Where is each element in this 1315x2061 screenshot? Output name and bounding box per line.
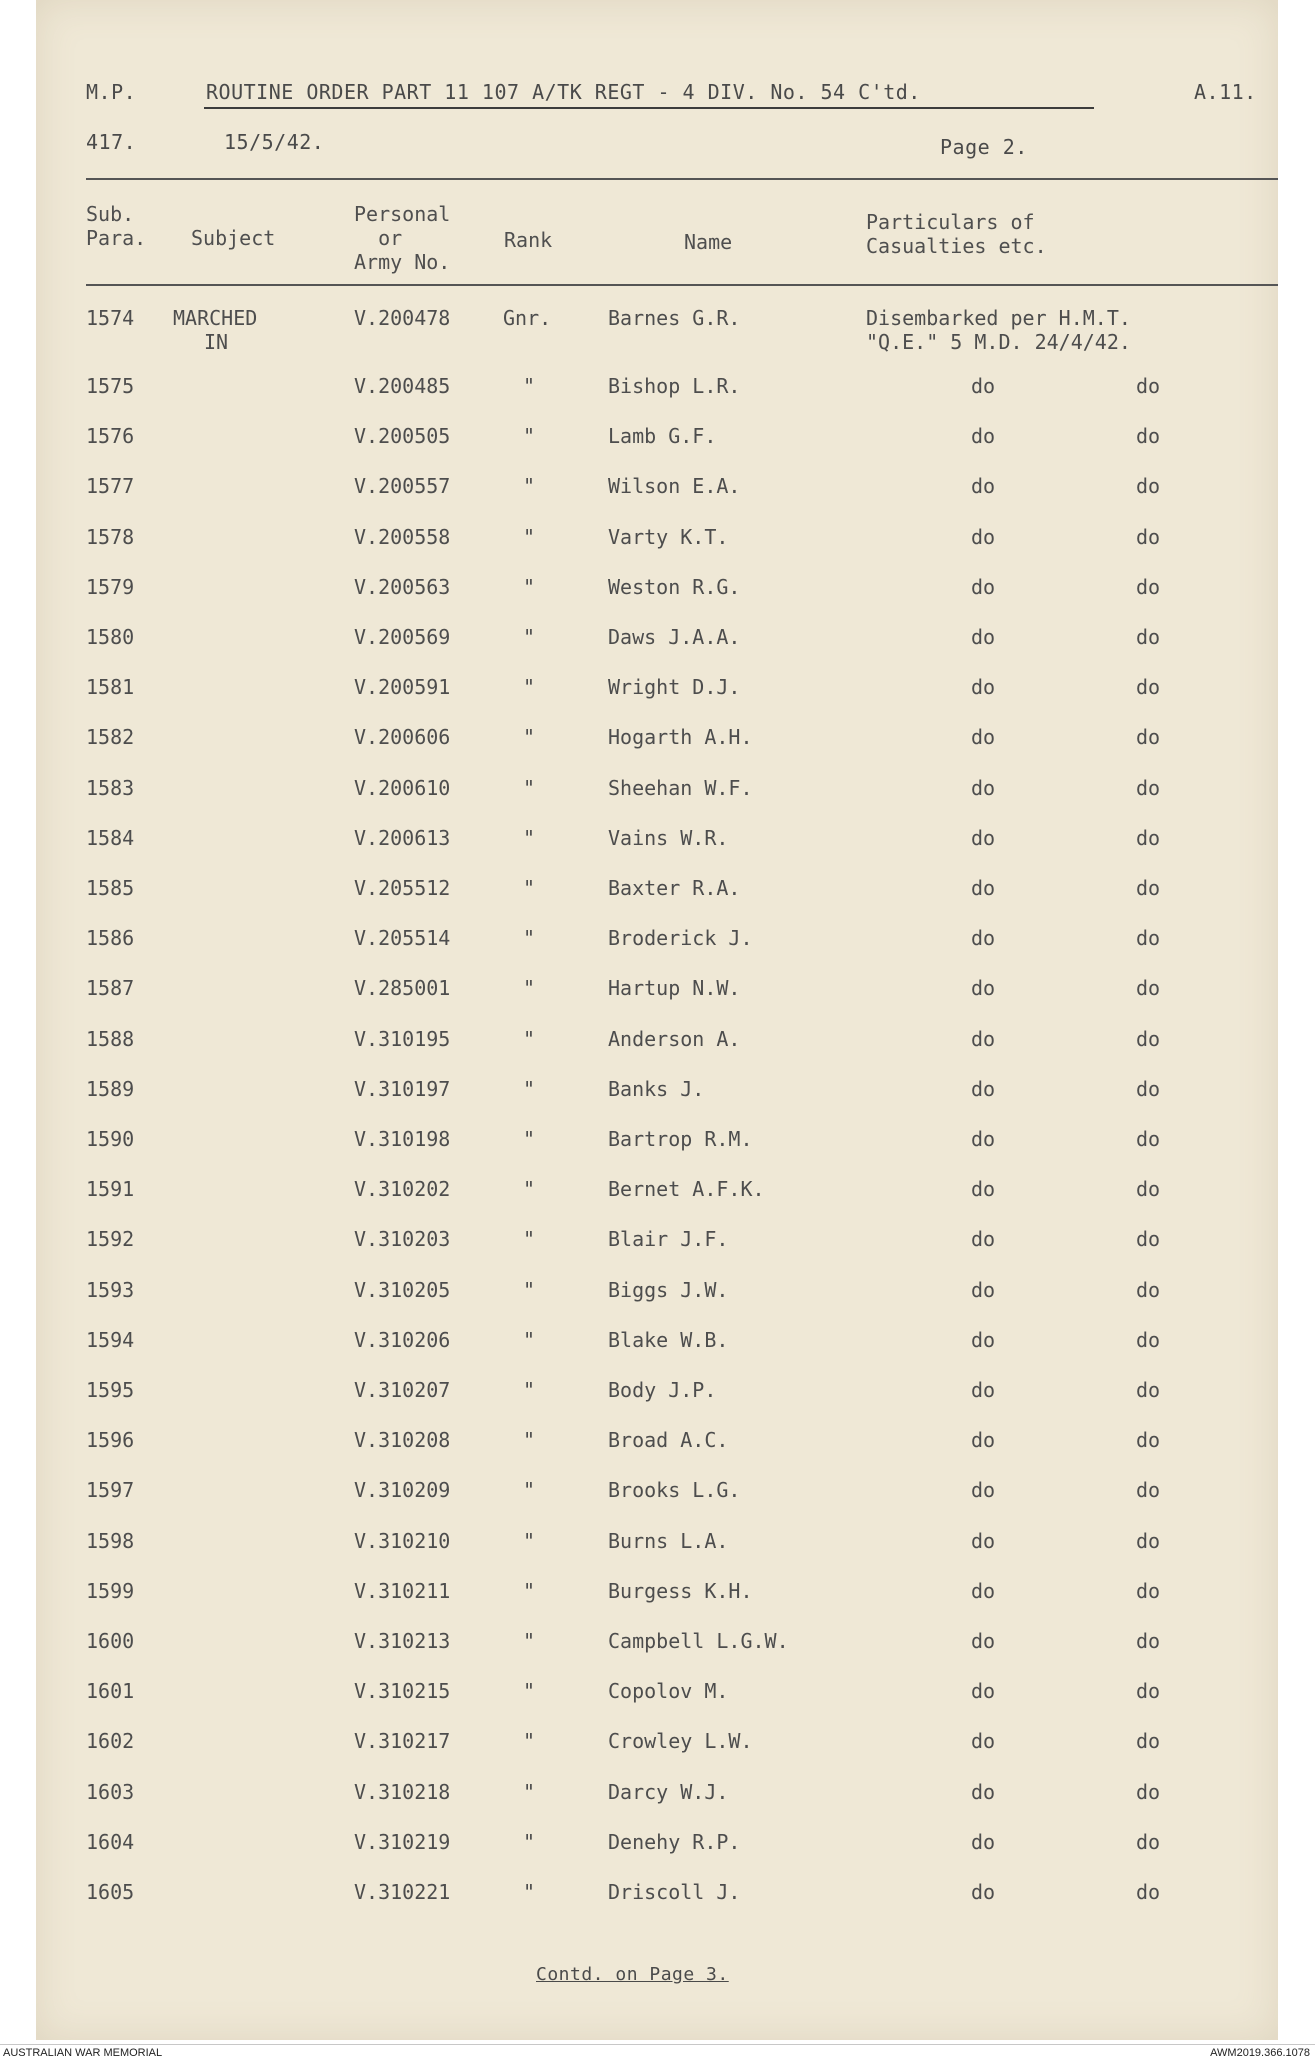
ditto-particulars: do [971, 1780, 996, 1804]
rank: " [523, 976, 536, 1000]
soldier-name: Campbell L.G.W. [608, 1629, 789, 1653]
para-number: 1595 [86, 1378, 135, 1402]
para-number: 1588 [86, 1027, 135, 1051]
army-number: V.205514 [354, 926, 451, 950]
soldier-name: Burgess K.H. [608, 1579, 753, 1603]
ditto-date: do [1136, 826, 1161, 850]
army-number: V.310209 [354, 1478, 451, 1502]
ditto-date: do [1136, 675, 1161, 699]
ditto-particulars: do [971, 525, 996, 549]
rank: " [523, 1679, 536, 1703]
credit-left: AUSTRALIAN WAR MEMORIAL [3, 2047, 163, 2059]
table-row [36, 1629, 1278, 1679]
para-number: 1586 [86, 926, 135, 950]
ditto-date: do [1136, 926, 1161, 950]
rank: " [523, 1378, 536, 1402]
table-row [36, 1729, 1278, 1779]
rank: " [523, 1729, 536, 1753]
soldier-name: Broderick J. [608, 926, 753, 950]
table-row [36, 826, 1278, 876]
ditto-date: do [1136, 1278, 1161, 1302]
para-number: 1590 [86, 1127, 135, 1151]
soldier-name: Blair J.F. [608, 1227, 729, 1251]
ditto-particulars: do [971, 1378, 996, 1402]
rank: " [523, 575, 536, 599]
table-row [36, 976, 1278, 1026]
rank: " [523, 525, 536, 549]
army-number: V.200591 [354, 675, 451, 699]
army-number: V.200613 [354, 826, 451, 850]
ditto-date: do [1136, 1579, 1161, 1603]
para-number: 1605 [86, 1880, 135, 1904]
ditto-date: do [1136, 474, 1161, 498]
col-particulars: Particulars of Casualties etc. [866, 210, 1047, 258]
para-number: 1587 [86, 976, 135, 1000]
table-row [36, 306, 1278, 356]
rank: " [523, 374, 536, 398]
ditto-particulars: do [971, 1127, 996, 1151]
rank: " [523, 424, 536, 448]
ditto-date: do [1136, 1027, 1161, 1051]
soldier-name: Barnes G.R. [608, 306, 741, 330]
para-number: 1585 [86, 876, 135, 900]
title-underline [204, 107, 1094, 109]
table-row [36, 625, 1278, 675]
soldier-name: Bartrop R.M. [608, 1127, 753, 1151]
rank: " [523, 1529, 536, 1553]
para-number: 1596 [86, 1428, 135, 1452]
rank: " [523, 1027, 536, 1051]
soldier-name: Denehy R.P. [608, 1830, 741, 1854]
soldier-name: Vains W.R. [608, 826, 729, 850]
army-number: V.310218 [354, 1780, 451, 1804]
soldier-name: Anderson A. [608, 1027, 741, 1051]
para-number: 1576 [86, 424, 135, 448]
para-number: 1597 [86, 1478, 135, 1502]
document-page [36, 0, 1278, 2040]
soldier-name: Burns L.A. [608, 1529, 729, 1553]
ditto-date: do [1136, 1880, 1161, 1904]
table-row [36, 1478, 1278, 1528]
credit-right: AWM2019.366.1078 [1210, 2047, 1310, 2059]
subject-text: MARCHED [173, 306, 258, 330]
rank: " [523, 675, 536, 699]
soldier-name: Hartup N.W. [608, 976, 741, 1000]
para-number: 1601 [86, 1679, 135, 1703]
para-number: 1583 [86, 776, 135, 800]
order-code: A.11. [1194, 80, 1257, 104]
army-number: V.310197 [354, 1077, 451, 1101]
continued-note: Contd. on Page 3. [536, 1964, 729, 1985]
ditto-particulars: do [971, 826, 996, 850]
ditto-date: do [1136, 1428, 1161, 1452]
soldier-name: Wright D.J. [608, 675, 741, 699]
soldier-name: Daws J.A.A. [608, 625, 741, 649]
column-rule [86, 284, 1278, 286]
ditto-particulars: do [971, 1278, 996, 1302]
mp-number: 417. [86, 130, 137, 154]
soldier-name: Baxter R.A. [608, 876, 741, 900]
rank: " [523, 474, 536, 498]
army-number: V.200557 [354, 474, 451, 498]
para-number: 1575 [86, 374, 135, 398]
army-number: V.200558 [354, 525, 451, 549]
soldier-name: Bernet A.F.K. [608, 1177, 765, 1201]
rank: " [523, 1478, 536, 1502]
soldier-name: Driscoll J. [608, 1880, 741, 1904]
soldier-name: Weston R.G. [608, 575, 741, 599]
table-row [36, 776, 1278, 826]
para-number: 1591 [86, 1177, 135, 1201]
rank: " [523, 1227, 536, 1251]
soldier-name: Bishop L.R. [608, 374, 741, 398]
army-number: V.200610 [354, 776, 451, 800]
army-number: V.200478 [354, 306, 451, 330]
rank: " [523, 1077, 536, 1101]
table-row [36, 1278, 1278, 1328]
rank: " [523, 776, 536, 800]
table-row [36, 1328, 1278, 1378]
table-row [36, 525, 1278, 575]
table-row [36, 1880, 1278, 1930]
army-number: V.200563 [354, 575, 451, 599]
particulars-text: Disembarked per H.M.T. [866, 306, 1131, 330]
table-row [36, 1428, 1278, 1478]
soldier-name: Broad A.C. [608, 1428, 729, 1452]
ditto-particulars: do [971, 1579, 996, 1603]
para-number: 1600 [86, 1629, 135, 1653]
army-number: V.200505 [354, 424, 451, 448]
soldier-name: Brooks L.G. [608, 1478, 741, 1502]
rank: " [523, 876, 536, 900]
table-row [36, 1579, 1278, 1629]
para-number: 1581 [86, 675, 135, 699]
army-number: V.310221 [354, 1880, 451, 1904]
rank: " [523, 1177, 536, 1201]
army-number: V.310205 [354, 1278, 451, 1302]
col-rank: Rank [504, 228, 553, 252]
ditto-date: do [1136, 1729, 1161, 1753]
ditto-particulars: do [971, 1880, 996, 1904]
ditto-date: do [1136, 1780, 1161, 1804]
para-number: 1577 [86, 474, 135, 498]
table-row [36, 474, 1278, 524]
soldier-name: Copolov M. [608, 1679, 729, 1703]
para-number: 1593 [86, 1278, 135, 1302]
ditto-particulars: do [971, 374, 996, 398]
table-row [36, 876, 1278, 926]
ditto-particulars: do [971, 625, 996, 649]
ditto-date: do [1136, 625, 1161, 649]
table-row [36, 424, 1278, 474]
soldier-name: Biggs J.W. [608, 1278, 729, 1302]
order-title: ROUTINE ORDER PART 11 107 A/TK REGT - 4 DIV. No. 54 C'td. [206, 80, 921, 104]
ditto-particulars: do [971, 575, 996, 599]
soldier-name: Banks J. [608, 1077, 705, 1101]
col-name: Name [684, 230, 733, 254]
particulars-text: "Q.E." 5 M.D. 24/4/42. [866, 330, 1131, 354]
rank: " [523, 1428, 536, 1452]
rank: " [523, 1629, 536, 1653]
ditto-particulars: do [971, 1679, 996, 1703]
ditto-date: do [1136, 525, 1161, 549]
para-number: 1598 [86, 1529, 135, 1553]
ditto-date: do [1136, 1177, 1161, 1201]
table-row [36, 1027, 1278, 1077]
ditto-particulars: do [971, 1529, 996, 1553]
army-number: V.310211 [354, 1579, 451, 1603]
mp-label: M.P. [86, 80, 137, 104]
army-number: V.200569 [354, 625, 451, 649]
ditto-date: do [1136, 1529, 1161, 1553]
table-row [36, 926, 1278, 976]
rank: " [523, 725, 536, 749]
col-subject: Subject [191, 226, 276, 250]
rank: " [523, 1579, 536, 1603]
para-number: 1584 [86, 826, 135, 850]
ditto-date: do [1136, 1679, 1161, 1703]
ditto-date: do [1136, 1478, 1161, 1502]
para-number: 1604 [86, 1830, 135, 1854]
army-number: V.310195 [354, 1027, 451, 1051]
para-number: 1574 [86, 306, 135, 330]
table-row [36, 675, 1278, 725]
ditto-particulars: do [971, 424, 996, 448]
army-number: V.200606 [354, 725, 451, 749]
para-number: 1582 [86, 725, 135, 749]
subject-text: IN [204, 330, 229, 354]
ditto-particulars: do [971, 1629, 996, 1653]
header-rule [86, 178, 1278, 180]
table-row [36, 1378, 1278, 1428]
ditto-particulars: do [971, 1077, 996, 1101]
army-number: V.310202 [354, 1177, 451, 1201]
ditto-particulars: do [971, 1177, 996, 1201]
soldier-name: Sheehan W.F. [608, 776, 753, 800]
ditto-particulars: do [971, 1227, 996, 1251]
army-number: V.310208 [354, 1428, 451, 1452]
para-number: 1599 [86, 1579, 135, 1603]
army-number: V.310198 [354, 1127, 451, 1151]
ditto-particulars: do [971, 1830, 996, 1854]
table-row [36, 1177, 1278, 1227]
table-row [36, 1679, 1278, 1729]
ditto-particulars: do [971, 876, 996, 900]
table-row [36, 1780, 1278, 1830]
ditto-date: do [1136, 876, 1161, 900]
army-number: V.205512 [354, 876, 451, 900]
ditto-particulars: do [971, 976, 996, 1000]
soldier-name: Varty K.T. [608, 525, 729, 549]
page-number: Page 2. [940, 135, 1028, 159]
ditto-particulars: do [971, 926, 996, 950]
ditto-particulars: do [971, 1478, 996, 1502]
ditto-date: do [1136, 725, 1161, 749]
ditto-date: do [1136, 1328, 1161, 1352]
ditto-date: do [1136, 976, 1161, 1000]
ditto-particulars: do [971, 776, 996, 800]
army-number: V.310203 [354, 1227, 451, 1251]
army-number: V.310217 [354, 1729, 451, 1753]
table-row [36, 575, 1278, 625]
army-number: V.310210 [354, 1529, 451, 1553]
ditto-date: do [1136, 575, 1161, 599]
rank: " [523, 826, 536, 850]
para-number: 1579 [86, 575, 135, 599]
ditto-particulars: do [971, 1428, 996, 1452]
soldier-name: Body J.P. [608, 1378, 717, 1402]
rank: " [523, 1830, 536, 1854]
army-number: V.310207 [354, 1378, 451, 1402]
table-row [36, 1529, 1278, 1579]
rank: " [523, 625, 536, 649]
rank: " [523, 926, 536, 950]
para-number: 1603 [86, 1780, 135, 1804]
ditto-date: do [1136, 1629, 1161, 1653]
ditto-particulars: do [971, 1328, 996, 1352]
para-number: 1594 [86, 1328, 135, 1352]
ditto-date: do [1136, 776, 1161, 800]
rank: " [523, 1328, 536, 1352]
ditto-particulars: do [971, 1027, 996, 1051]
rank: Gnr. [503, 306, 552, 330]
para-number: 1602 [86, 1729, 135, 1753]
ditto-date: do [1136, 1227, 1161, 1251]
para-number: 1592 [86, 1227, 135, 1251]
soldier-name: Crowley L.W. [608, 1729, 753, 1753]
rank: " [523, 1780, 536, 1804]
soldier-name: Darcy W.J. [608, 1780, 729, 1804]
para-number: 1578 [86, 525, 135, 549]
table-row [36, 374, 1278, 424]
army-number: V.285001 [354, 976, 451, 1000]
army-number: V.310219 [354, 1830, 451, 1854]
ditto-particulars: do [971, 725, 996, 749]
table-row [36, 1127, 1278, 1177]
col-personal-no: Personal or Army No. [354, 202, 451, 274]
table-row [36, 1077, 1278, 1127]
credit-divider [0, 2044, 1315, 2045]
ditto-date: do [1136, 374, 1161, 398]
table-row [36, 1227, 1278, 1277]
army-number: V.310213 [354, 1629, 451, 1653]
para-number: 1580 [86, 625, 135, 649]
rank: " [523, 1880, 536, 1904]
table-row [36, 725, 1278, 775]
ditto-date: do [1136, 424, 1161, 448]
army-number: V.310215 [354, 1679, 451, 1703]
ditto-particulars: do [971, 1729, 996, 1753]
soldier-name: Wilson E.A. [608, 474, 741, 498]
army-number: V.310206 [354, 1328, 451, 1352]
rank: " [523, 1127, 536, 1151]
order-date: 15/5/42. [224, 130, 325, 154]
soldier-name: Blake W.B. [608, 1328, 729, 1352]
soldier-name: Lamb G.F. [608, 424, 717, 448]
table-row [36, 1830, 1278, 1880]
ditto-date: do [1136, 1830, 1161, 1854]
rank: " [523, 1278, 536, 1302]
ditto-particulars: do [971, 474, 996, 498]
ditto-date: do [1136, 1077, 1161, 1101]
para-number: 1589 [86, 1077, 135, 1101]
ditto-date: do [1136, 1127, 1161, 1151]
col-sub-para: Sub. Para. [86, 202, 147, 250]
soldier-name: Hogarth A.H. [608, 725, 753, 749]
ditto-particulars: do [971, 675, 996, 699]
ditto-date: do [1136, 1378, 1161, 1402]
army-number: V.200485 [354, 374, 451, 398]
